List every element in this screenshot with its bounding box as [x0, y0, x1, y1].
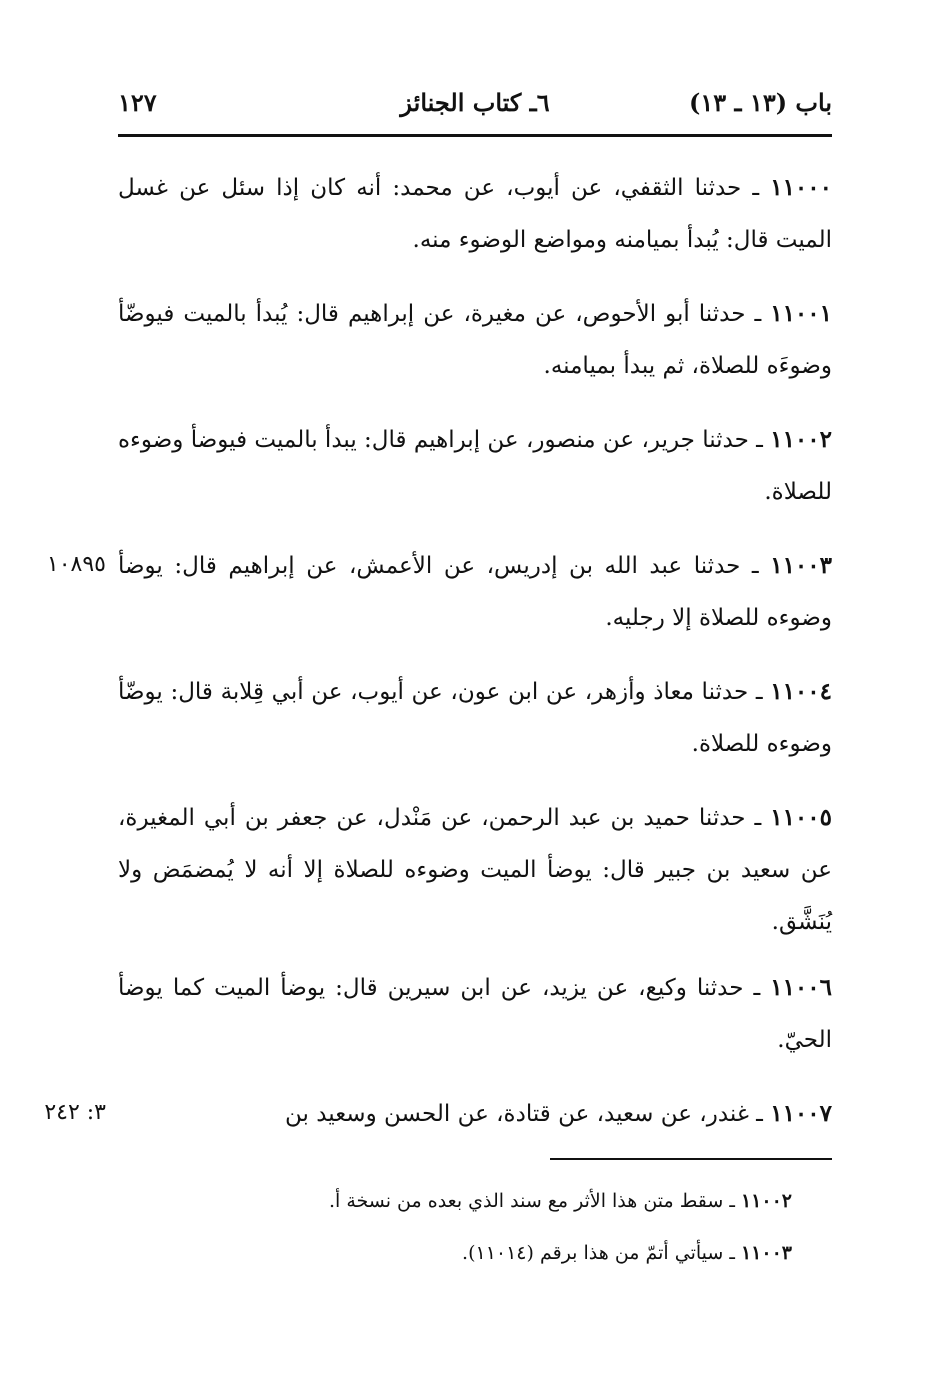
header-rule	[118, 134, 832, 137]
hadith-text: ـ حدثنا وكيع، عن يزيد، عن ابن سيرين قال: يوضأ الميت كما يوضأ الحيّ.	[118, 975, 832, 1053]
footnote-number: ١١٠٠٢	[740, 1190, 792, 1212]
hadith-number: ١١٠٠١	[770, 300, 832, 327]
hadith-entry	[118, 1088, 832, 1140]
hadith-text: ـ حدثنا الثقفي، عن أيوب، عن محمد: أنه كان إذا سئل عن غسل الميت قال: يُبدأ بميامنه ومواضع الوضوء منه.	[118, 175, 832, 253]
hadith-number: ١١٠٠٢	[770, 426, 832, 453]
footnote	[192, 1186, 792, 1216]
footnote-text: ـ سيأتي أتمّ من هذا برقم (١١٠١٤).	[462, 1242, 741, 1264]
margin-reference: ٣: ٢٤٢	[44, 1100, 106, 1125]
hadith-entry	[118, 666, 832, 770]
page-number: ١٢٧	[118, 88, 157, 117]
hadith-entry	[118, 162, 832, 266]
margin-reference: ١٠٨٩٥	[46, 552, 106, 577]
hadith-number: ١١٠٠٤	[770, 678, 832, 705]
running-head	[118, 88, 832, 132]
hadith-text: ـ حدثنا أبو الأحوص، عن مغيرة، عن إبراهيم قال: يُبدأ بالميت فيوضّأ وضوءَه للصلاة، ثم يبدأ بميامنه.	[118, 301, 832, 379]
hadith-entry	[118, 414, 832, 518]
chapter-title: باب (١٣ ـ ١٣)	[689, 88, 832, 117]
hadith-number: ١١٠٠٧	[770, 1100, 832, 1127]
footnote-text: ـ سقط متن هذا الأثر مع سند الذي بعده من نسخة أ.	[328, 1190, 741, 1212]
hadith-entry	[118, 540, 832, 644]
footnote-number: ١١٠٠٣	[740, 1242, 792, 1264]
hadith-text: ـ حدثنا عبد الله بن إدريس، عن الأعمش، عن إبراهيم قال: يوضأ وضوءه للصلاة إلا رجليه.	[118, 553, 832, 631]
hadith-number: ١١٠٠٦	[770, 974, 832, 1001]
footnote	[192, 1238, 792, 1268]
book-title: ٦ـ كتاب الجنائز	[400, 88, 550, 117]
hadith-entry	[118, 792, 832, 948]
hadith-number: ١١٠٠٥	[770, 804, 832, 831]
hadith-text: ـ حدثنا حميد بن عبد الرحمن، عن مَنْدل، عن جعفر بن أبي المغيرة، عن سعيد بن جبير قال: يوضأ الميت وضوءه للصلاة إلا أنه لا يُمضمَض ولا يُنَشَّق.	[118, 805, 832, 935]
hadith-number: ١١٠٠٠	[770, 174, 832, 201]
hadith-number: ١١٠٠٣	[770, 552, 832, 579]
hadith-text: ـ غندر، عن سعيد، عن قتادة، عن الحسن وسعيد بن	[284, 1101, 771, 1127]
hadith-entry	[118, 962, 832, 1066]
hadith-entry	[118, 288, 832, 392]
hadith-text: ـ حدثنا جرير، عن منصور، عن إبراهيم قال: يبدأ بالميت فيوضأ وضوءه للصلاة.	[118, 427, 832, 505]
footnote-rule	[550, 1158, 832, 1160]
hadith-text: ـ حدثنا معاذ وأزهر، عن ابن عون، عن أيوب، عن أبي قِلابة قال: يوضّأ وضوءه للصلاة.	[118, 679, 832, 757]
